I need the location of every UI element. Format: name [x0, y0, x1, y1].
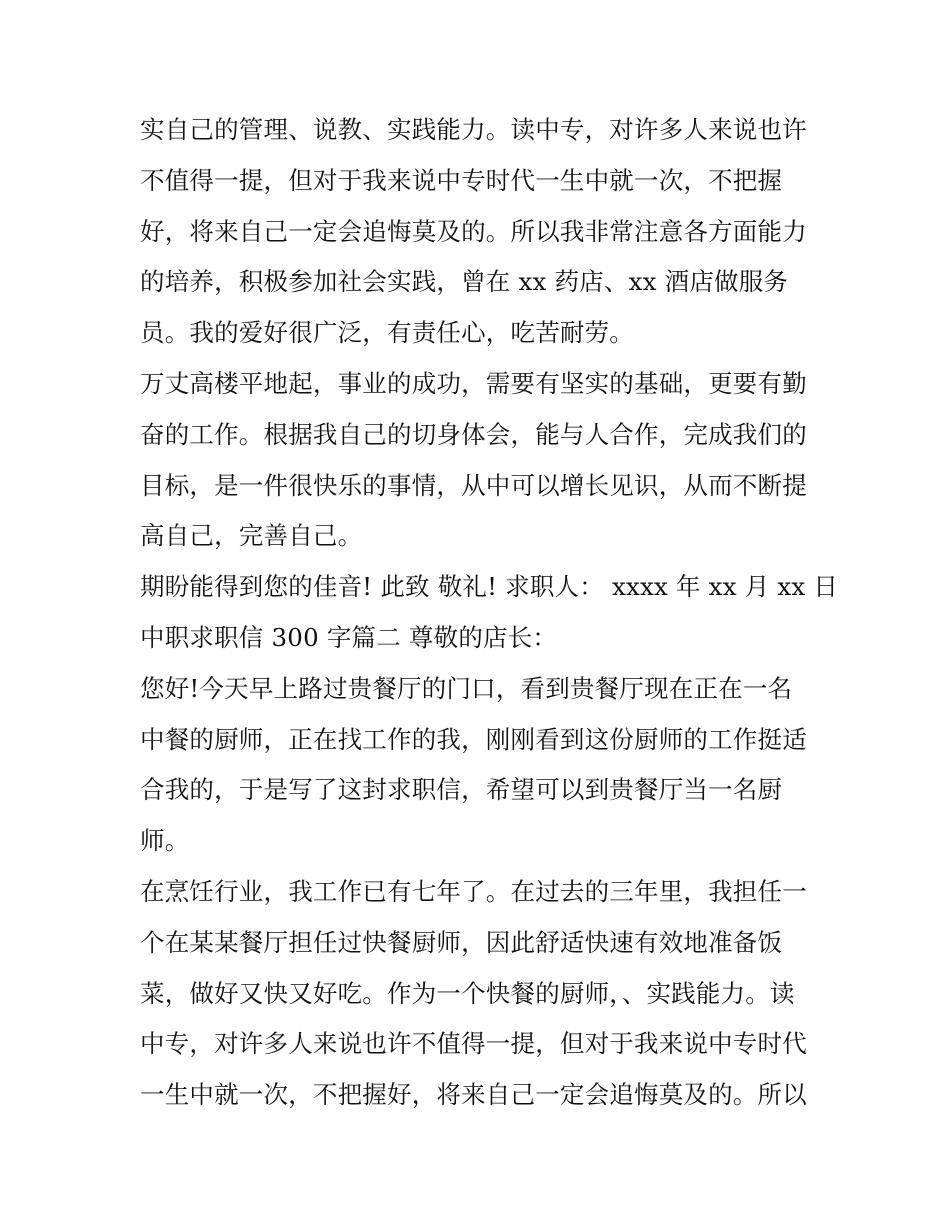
body-text [140, 105, 839, 1121]
text-line: 奋的工作。根据我自己的切身体会，能与人合作，完成我们的 [140, 419, 807, 449]
text-line: 员。我的爱好很广泛，有责任心，吃苦耐劳。 [140, 318, 634, 348]
text-line: 您好!今天早上路过贵餐厅的门口，看到贵餐厅现在正在一名 [140, 673, 793, 703]
text-line: 期盼能得到您的佳音! 此致 敬礼! 求职人： xxxx 年 xx 月 xx 日 [140, 572, 839, 602]
text-line: 中餐的厨师，正在找工作的我，刚刚看到这份厨师的工作挺适 [140, 724, 807, 754]
text-line: 实自己的管理、说教、实践能力。读中专，对许多人来说也许 [140, 115, 807, 144]
text-line: 好，将来自己一定会追悔莫及的。所以我非常注意各方面能力 [140, 216, 807, 246]
text-line: 一生中就一次，不把握好，将来自己一定会追悔莫及的。所以 [140, 1080, 807, 1110]
text-line: 不值得一提，但对于我来说中专时代一生中就一次，不把握 [140, 165, 783, 195]
text-line: 个在某某餐厅担任过快餐厨师，因此舒适快速有效地准备饭 [140, 927, 783, 957]
text-line: 中专，对许多人来说也许不值得一提，但对于我来说中专时代 [140, 1029, 807, 1059]
text-line: 的培养，积极参加社会实践，曾在 xx 药店、xx 酒店做服务 [140, 267, 789, 297]
text-line: 在烹饪行业，我工作已有七年了。在过去的三年里，我担任一 [140, 876, 807, 906]
text-line: 中职求职信 300 字篇二 尊敬的店长： [140, 622, 558, 652]
text-line: 合我的，于是写了这封求职信，希望可以到贵餐厅当一名厨 [140, 775, 783, 805]
text-line: 高自己，完善自己。 [140, 521, 363, 551]
text-line: 目标，是一件很快乐的事情，从中可以增长见识，从而不断提 [140, 470, 807, 500]
text-line: 师。 [140, 826, 190, 856]
text-line: 万丈高楼平地起，事业的成功，需要有坚实的基础，更要有勤 [140, 368, 807, 398]
text-line: 菜，做好又快又好吃。作为一个快餐的厨师，、实践能力。读 [140, 978, 795, 1008]
